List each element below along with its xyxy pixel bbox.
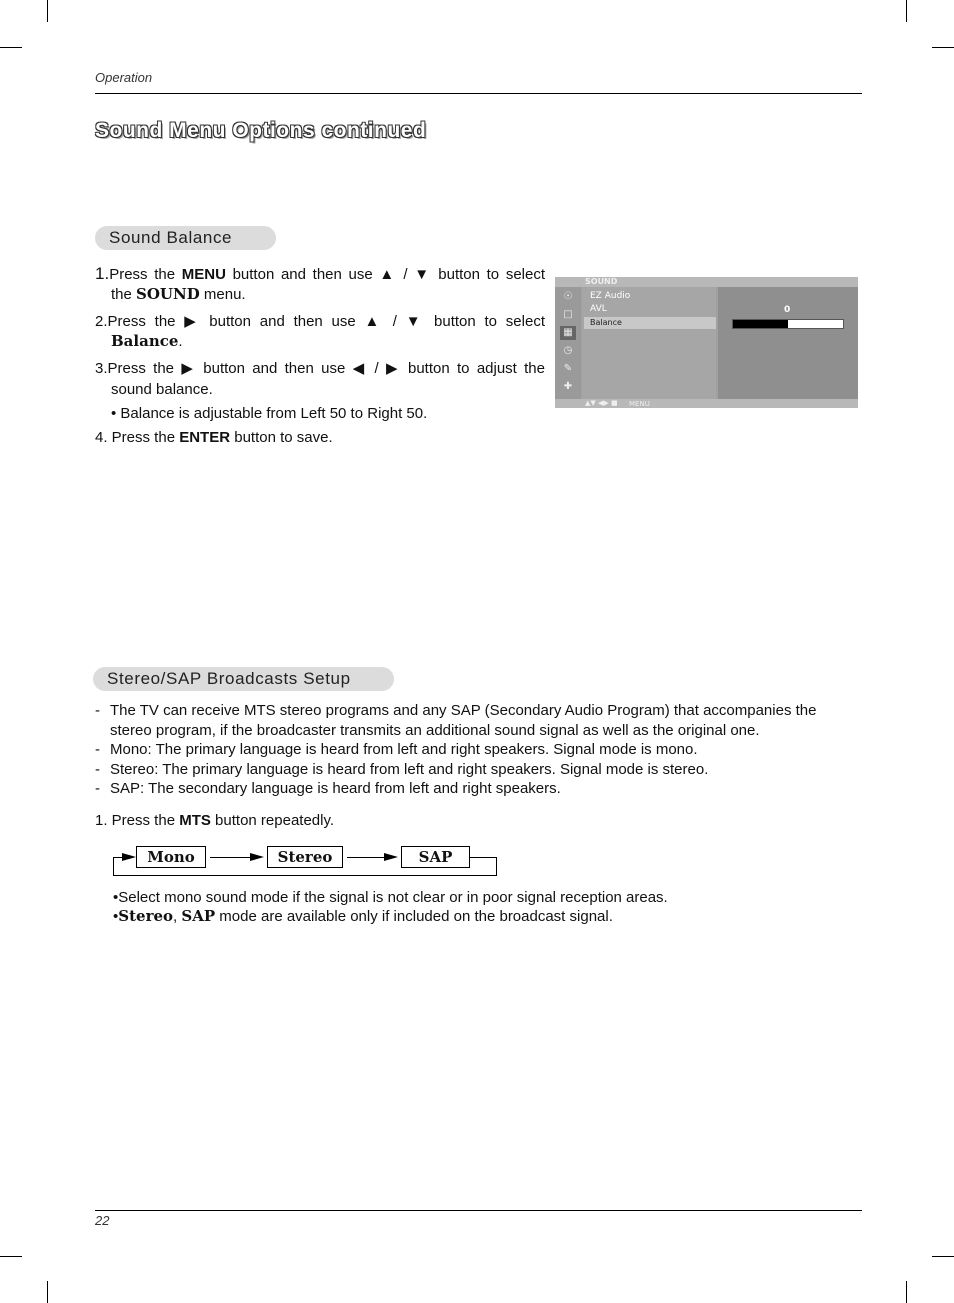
osd-title: SOUND <box>585 277 618 286</box>
crop-mark <box>932 1256 954 1257</box>
sound-menu-name: SOUND <box>136 285 200 303</box>
flow-mono: Mono <box>136 846 206 868</box>
step-text: button and then use <box>195 360 353 377</box>
step-4 <box>95 428 333 448</box>
right-arrow-icon: ▶ <box>184 313 201 330</box>
balance-item-name: Balance <box>111 332 179 350</box>
arrow-right-icon <box>122 853 136 861</box>
balance-bullet: • Balance is adjustable from Left 50 to Right 50. <box>111 405 428 422</box>
step-3-line2: sound balance. <box>111 381 213 398</box>
step-text: button to adjust the <box>400 360 545 377</box>
crop-mark <box>932 47 954 48</box>
step-text: button and then use <box>225 266 380 283</box>
stereo-sap-heading-text: Stereo/SAP Broadcasts Setup <box>107 669 351 688</box>
note-1: •Select mono sound mode if the signal is not clear or in poor signal reception areas. <box>113 889 668 906</box>
step-text: menu. <box>199 286 246 303</box>
option-icon: ✎ <box>563 363 573 374</box>
step-1 <box>95 264 545 285</box>
arrow-right-icon <box>384 853 398 861</box>
stereo-description-list <box>95 701 860 799</box>
speaker-icon: ▦ <box>560 326 576 340</box>
stereo-sap-heading <box>93 667 394 691</box>
loop-line <box>496 857 497 875</box>
left-right-arrows-icon: ◀ / ▶ <box>352 360 401 377</box>
crop-mark <box>0 47 22 48</box>
arrow-right-icon <box>250 853 264 861</box>
step-1-line2 <box>111 284 246 305</box>
mts-step <box>95 811 334 831</box>
loop-line <box>470 857 497 858</box>
step-3 <box>95 359 545 379</box>
antenna-icon: ☉ <box>563 291 573 302</box>
mts-key: MTS <box>179 812 211 829</box>
step-text: the <box>111 286 137 303</box>
list-item-text: Mono: The primary language is heard from left and right speakers. Signal mode is mono. <box>110 741 698 758</box>
osd-icon-column <box>555 287 581 399</box>
list-item-text: The TV can receive MTS stereo programs and any SAP (Secondary Audio Program) that accompanies the stereo program, if the broadcaster transmits an additional sound signal as well as the original one. <box>110 702 817 739</box>
balance-slider-fill <box>733 320 788 328</box>
note-2 <box>113 907 613 927</box>
header-section: Operation <box>95 70 153 85</box>
nav-arrows-icon: ▲▼ ◀▶ ■ <box>585 399 618 407</box>
up-down-arrows-icon: ▲ / ▼ <box>364 313 426 330</box>
stereo-mode-name: Stereo <box>118 907 174 925</box>
step-text: button and then use <box>200 313 365 330</box>
step-num: 2. <box>95 313 108 330</box>
osd-item-avl[interactable]: AVL <box>590 304 607 314</box>
up-down-arrows-icon: ▲ / ▼ <box>379 266 432 283</box>
bullet: • <box>113 908 119 925</box>
loop-line <box>113 857 114 875</box>
step-text: Press the <box>109 266 182 283</box>
list-item: - Mono: The primary language is heard from left and right speakers. Signal mode is mono. <box>95 741 698 758</box>
flow-arrow <box>210 857 254 858</box>
balance-value: 0 <box>784 305 791 315</box>
step-text: Press the <box>107 313 185 330</box>
note-text: mode are available only if included on the broadcast signal. <box>215 908 613 925</box>
step-text: button repeatedly. <box>210 812 335 829</box>
sound-osd-screen <box>555 277 858 408</box>
list-item: - The TV can receive MTS stereo programs and any SAP (Secondary Audio Program) that accompanies the stereo program, if the broadcaster transmits an additional sound signal as well as the original one. <box>95 702 817 739</box>
step-text: 4. Press the <box>95 429 180 446</box>
crop-mark <box>0 1256 22 1257</box>
sound-balance-heading <box>95 226 276 250</box>
balance-slider[interactable] <box>732 319 844 329</box>
page-number: 22 <box>95 1213 110 1228</box>
header-rule <box>95 93 862 94</box>
enter-key: ENTER <box>179 429 231 446</box>
step-num: 1. <box>95 264 110 283</box>
step-text: button to save. <box>230 429 333 446</box>
list-item-text: Stereo: The primary language is heard from left and right speakers. Signal mode is stereo. <box>110 760 709 778</box>
crop-mark <box>906 1281 907 1303</box>
flow-stereo: Stereo <box>267 846 343 868</box>
step-2 <box>95 312 545 332</box>
step-num: 3. <box>95 360 108 377</box>
list-item-text: SAP: The secondary language is heard from left and right speakers. <box>110 780 561 797</box>
crop-mark <box>906 0 907 22</box>
loop-line <box>113 875 497 876</box>
crop-mark <box>47 0 48 22</box>
step-text: button to select <box>425 313 545 330</box>
crop-mark <box>47 1281 48 1303</box>
step-2-line2 <box>111 331 183 352</box>
lock-icon: ✚ <box>563 381 573 392</box>
step-text: 1. Press the <box>95 812 180 829</box>
step-text: . <box>178 333 183 350</box>
osd-menu-list <box>582 287 716 399</box>
osd-item-ez-audio[interactable]: EZ Audio <box>590 291 631 301</box>
menu-key: MENU <box>181 266 226 283</box>
sap-mode-name: SAP <box>181 907 216 925</box>
step-text: button to select <box>431 266 546 283</box>
list-item: - Stereo: The primary language is heard from left and right speakers. Signal mode is stereo. <box>95 760 709 778</box>
osd-balance-panel <box>718 287 858 399</box>
clock-icon: ◷ <box>563 345 573 356</box>
flow-sap: SAP <box>401 846 470 868</box>
page-title: Sound Menu Options continued <box>95 119 427 142</box>
flow-arrow <box>347 857 387 858</box>
separator: , <box>173 908 182 925</box>
osd-nav-bar <box>555 399 858 408</box>
footer-rule <box>95 1210 862 1211</box>
nav-menu-hint: MENU <box>629 400 650 408</box>
picture-icon: □ <box>563 309 573 320</box>
osd-item-balance[interactable]: Balance <box>590 318 622 327</box>
step-text: Press the <box>107 360 182 377</box>
right-arrow-icon: ▶ <box>181 360 196 377</box>
sound-balance-heading-text: Sound Balance <box>109 228 233 247</box>
list-item: - SAP: The secondary language is heard from left and right speakers. <box>95 780 561 797</box>
